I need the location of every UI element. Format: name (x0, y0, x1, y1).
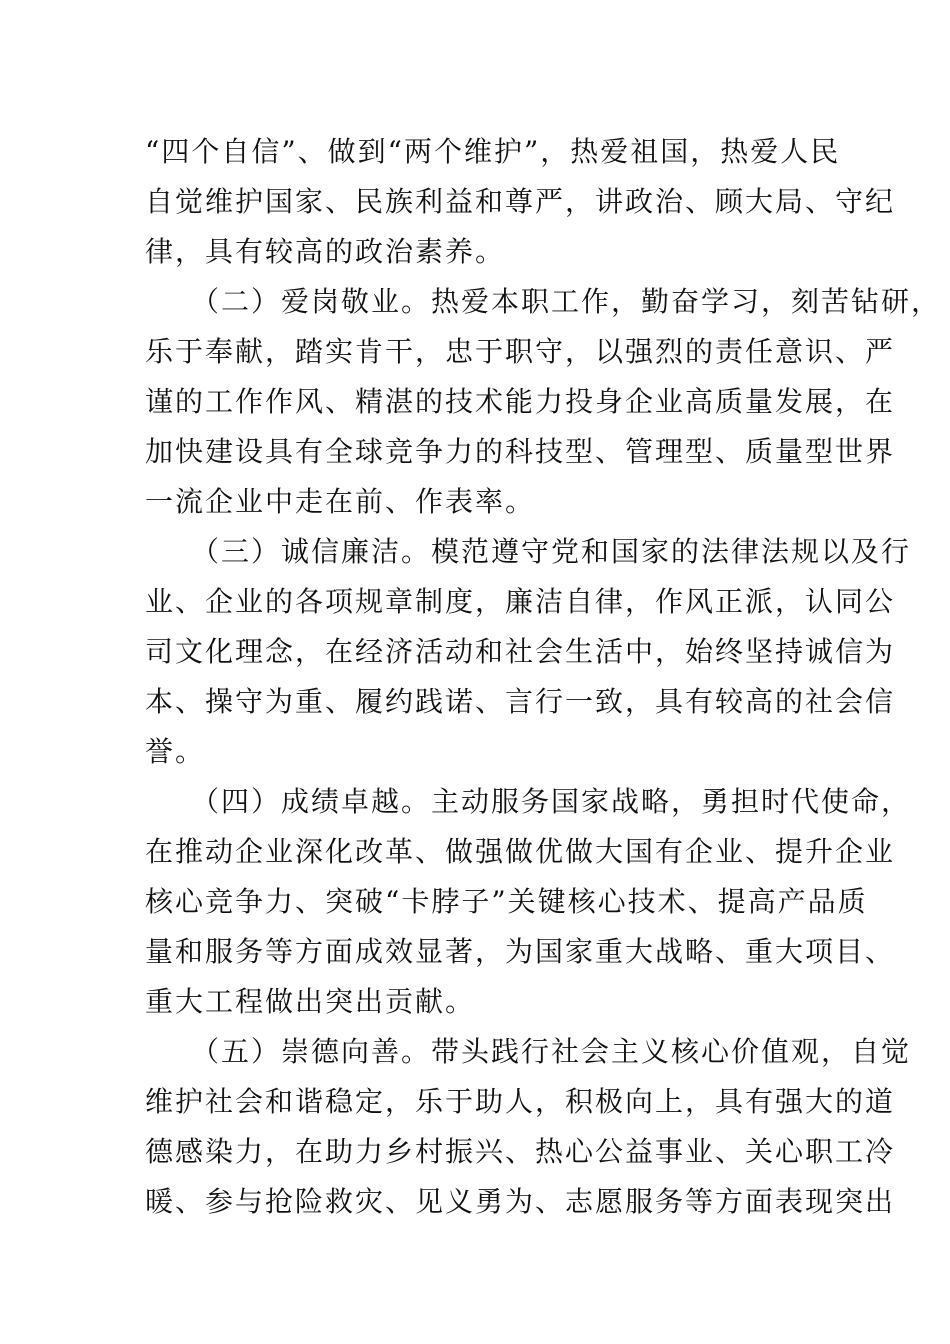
paragraph (145, 127, 896, 277)
paragraph (145, 777, 912, 1027)
text-line: 自觉维护国家、民族利益和尊严，讲政治、顾大局、守纪 (145, 185, 896, 218)
text-line: 一流企业中走在前、作表率。 (145, 485, 536, 518)
text-line: 司文化理念，在经济活动和社会生活中，始终坚持诚信为 (145, 635, 896, 668)
text-line: 维护社会和谐稳定，乐于助人，积极向上，具有强大的道 (145, 1085, 896, 1118)
text-line: 德感染力，在助力乡村振兴、热心公益事业、关心职工冷 (145, 1135, 896, 1168)
paragraph (145, 1027, 912, 1227)
paragraph (145, 527, 912, 777)
text-line: 重大工程做出突出贡献。 (145, 985, 476, 1018)
text-line: 在推动企业深化改革、做强做优做大国有企业、提升企业 (145, 835, 896, 868)
text-line: 业、企业的各项规章制度，廉洁自律，作风正派，认同公 (145, 585, 896, 618)
text-line: （二）爱岗敬业。热爱本职工作，勤奋学习，刻苦钻研， (145, 285, 942, 318)
text-line: （五）崇德向善。带头践行社会主义核心价值观，自觉 (145, 1035, 912, 1068)
text-line: （四）成绩卓越。主动服务国家战略，勇担时代使命， (145, 785, 912, 818)
text-line: 律，具有较高的政治素养。 (145, 235, 506, 268)
text-line: 暖、参与抢险救灾、见义勇为、志愿服务等方面表现突出 (145, 1185, 896, 1218)
text-line: 加快建设具有全球竞争力的科技型、管理型、质量型世界 (145, 435, 896, 468)
document-body (145, 127, 942, 1227)
paragraph (145, 277, 942, 527)
text-line: （三）诚信廉洁。模范遵守党和国家的法律法规以及行 (145, 535, 912, 568)
text-line: 量和服务等方面成效显著，为国家重大战略、重大项目、 (145, 935, 896, 968)
text-line: 本、操守为重、履约践诺、言行一致，具有较高的社会信 (145, 685, 896, 718)
text-line: 谨的工作作风、精湛的技术能力投身企业高质量发展，在 (145, 385, 896, 418)
text-line: 誉。 (145, 735, 206, 768)
text-line: “四个自信”、做到“两个维护”，热爱祖国，热爱人民 (145, 135, 841, 168)
text-line: 核心竞争力、突破“卡脖子”关键核心技术、提高产品质 (145, 885, 868, 918)
text-line: 乐于奉献，踏实肯干，忠于职守，以强烈的责任意识、严 (145, 335, 896, 368)
